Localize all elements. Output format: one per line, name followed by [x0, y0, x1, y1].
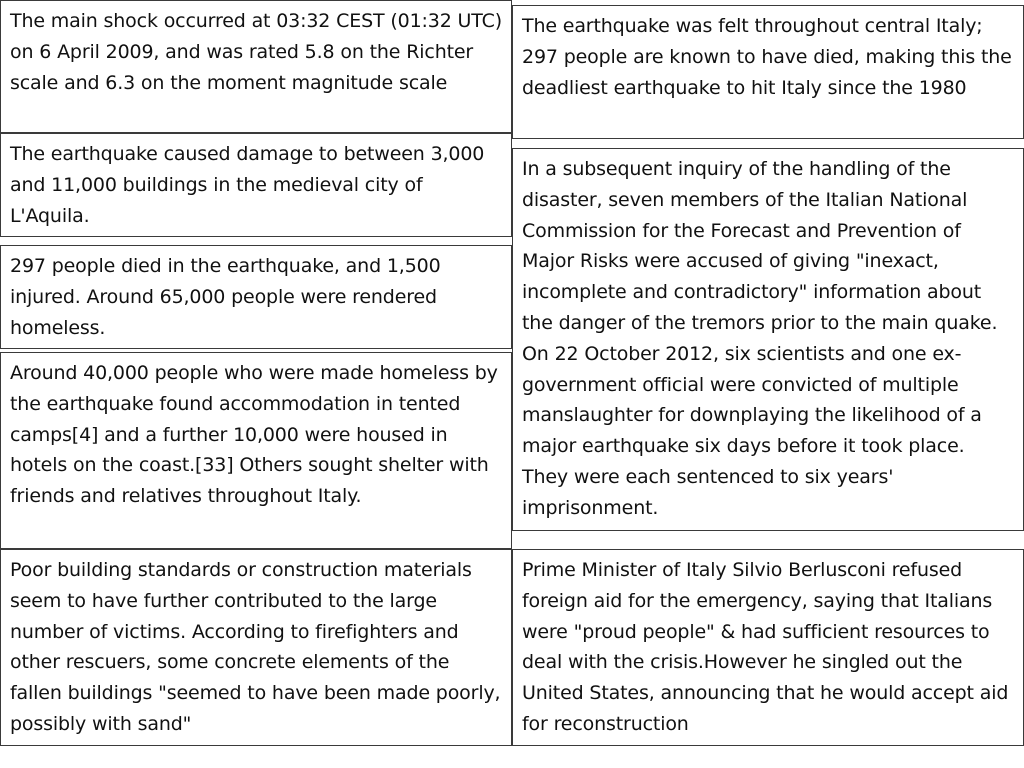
card-accommodation-text: Around 40,000 people who were made homeless by the earthquake found accommodation in tented camps[4] and a further 10,000 were housed in hotels on the coast.[33] Others sought shelter with friends and relatives throughout Italy. [10, 362, 498, 508]
card-foreign-aid [512, 549, 1024, 746]
card-casualties [0, 245, 512, 349]
card-building-damage-text: The earthquake caused damage to between 3,000 and 11,000 buildings in the medieval city of L'Aquila. [10, 143, 485, 227]
card-inquiry [512, 148, 1024, 531]
card-main-shock [0, 0, 512, 133]
card-foreign-aid-text: Prime Minister of Italy Silvio Berlusconi refused foreign aid for the emergency, saying that Italians were "proud people" & had sufficient resources to deal with the crisis.However he singled out the United States, announcing that he would accept aid for reconstruction [522, 559, 1009, 735]
card-building-damage [0, 133, 512, 237]
card-felt-throughout-text: The earthquake was felt throughout central Italy; 297 people are known to have died, making this the deadliest earthquake to hit Italy since the 1980 [522, 15, 1012, 99]
card-main-shock-text: The main shock occurred at 03:32 CEST (01:32 UTC) on 6 April 2009, and was rated 5.8 on the Richter scale and 6.3 on the moment magnitude scale [10, 10, 503, 94]
card-casualties-text: 297 people died in the earthquake, and 1,500 injured. Around 65,000 people were rendered homeless. [10, 255, 441, 339]
card-inquiry-text: In a subsequent inquiry of the handling of the disaster, seven members of the Italian National Commission for the Forecast and Prevention of Major Risks were accused of giving "inexact, incomplete and contradictory" information about the danger of the tremors prior to the main quake. On 22 October 2012, six scientists and one ex-government official were convicted of multiple manslaughter for downplaying the likelihood of a major earthquake six days before it took place. They were each sentenced to six years' imprisonment. [522, 158, 998, 519]
card-felt-throughout [512, 5, 1024, 139]
card-accommodation [0, 352, 512, 549]
card-building-standards [0, 549, 512, 746]
card-building-standards-text: Poor building standards or construction materials seem to have further contributed to the large number of victims. According to firefighters and other rescuers, some concrete elements of the fallen buildings "seemed to have been made poorly, possibly with sand" [10, 559, 501, 735]
